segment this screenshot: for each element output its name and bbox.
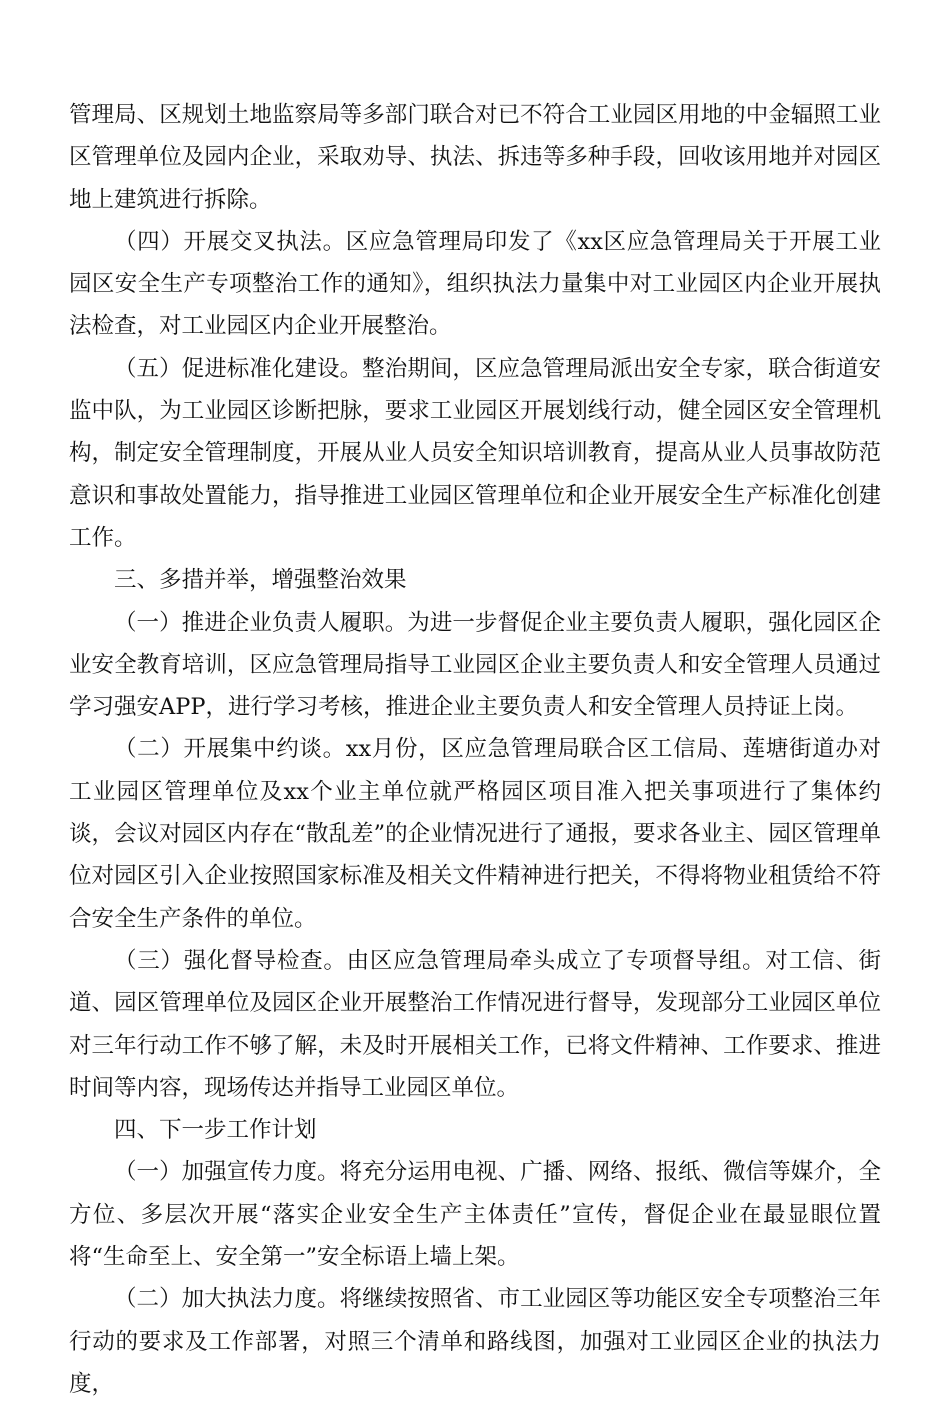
paragraph-cross-enforcement: （四）开展交叉执法。区应急管理局印发了《xx区应急管理局关于开展工业园区安全生产专项整治工作的通知》，组织执法力量集中对工业园区内企业开展执法检查，对工业园区内企业开展整治。 — [69, 228, 881, 340]
paragraph-enforcement: （二）加大执法力度。将继续按照省、市工业园区等功能区安全专项整治三年行动的要求及工作部署，对照三个清单和路线图，加强对工业园区企业的执法力度， — [69, 1286, 881, 1397]
paragraph-publicity: （一）加强宣传力度。将充分运用电视、广播、网络、报纸、微信等媒介，全方位、多层次开展“落实企业安全生产主体责任”宣传，督促企业在最显眼位置将“生命至上、安全第一”安全标语上墙上架。 — [69, 1159, 881, 1271]
section-heading-four: 四、下一步工作计划 — [114, 1117, 317, 1144]
paragraph-continuation: 管理局、区规划土地监察局等多部门联合对已不符合工业园区用地的中金辐照工业区管理单位及园内企业，采取劝导、执法、拆违等多种手段，回收该用地并对园区地上建筑进行拆除。 — [69, 102, 881, 213]
paragraph-supervision: （三）强化督导检查。由区应急管理局牵头成立了专项督导组。对工信、街道、园区管理单位及园区企业开展整治工作情况进行督导，发现部分工业园区单位对三年行动工作不够了解，未及时开展相关工作，已将文件精神、工作要求、推进时间等内容，现场传达并指导工业园区单位。 — [69, 947, 881, 1101]
section-heading-three: 三、多措并举，增强整治效果 — [114, 567, 407, 594]
paragraph-standardization: （五）促进标准化建设。整治期间，区应急管理局派出安全专家，联合街道安监中队，为工业园区诊断把脉，要求工业园区开展划线行动，健全园区安全管理机构，制定安全管理制度，开展从业人员安全知识培训教育，提高从业人员事故防范意识和事故处置能力，指导推进工业园区管理单位和企业开展安全生产标准化创建工作。 — [69, 355, 881, 551]
paragraph-interviews: （二）开展集中约谈。xx月份，区应急管理局联合区工信局、莲塘街道办对工业园区管理单位及xx个业主单位就严格园区项目准入把关事项进行了集体约谈，会议对园区内存在“散乱差”的企业情况进行了通报，要求各业主、园区管理单位对园区引入企业按照国家标准及相关文件精神进行把关，不得将物业租赁给不符合安全生产条件的单位。 — [69, 736, 881, 932]
document-body — [69, 94, 881, 1405]
paragraph-responsibility: （一）推进企业负责人履职。为进一步督促企业主要负责人履职，强化园区企业安全教育培训，区应急管理局指导工业园区企业主要负责人和安全管理人员通过学习强安APP，进行学习考核，推进企业主要负责人和安全管理人员持证上岗。 — [69, 609, 881, 721]
